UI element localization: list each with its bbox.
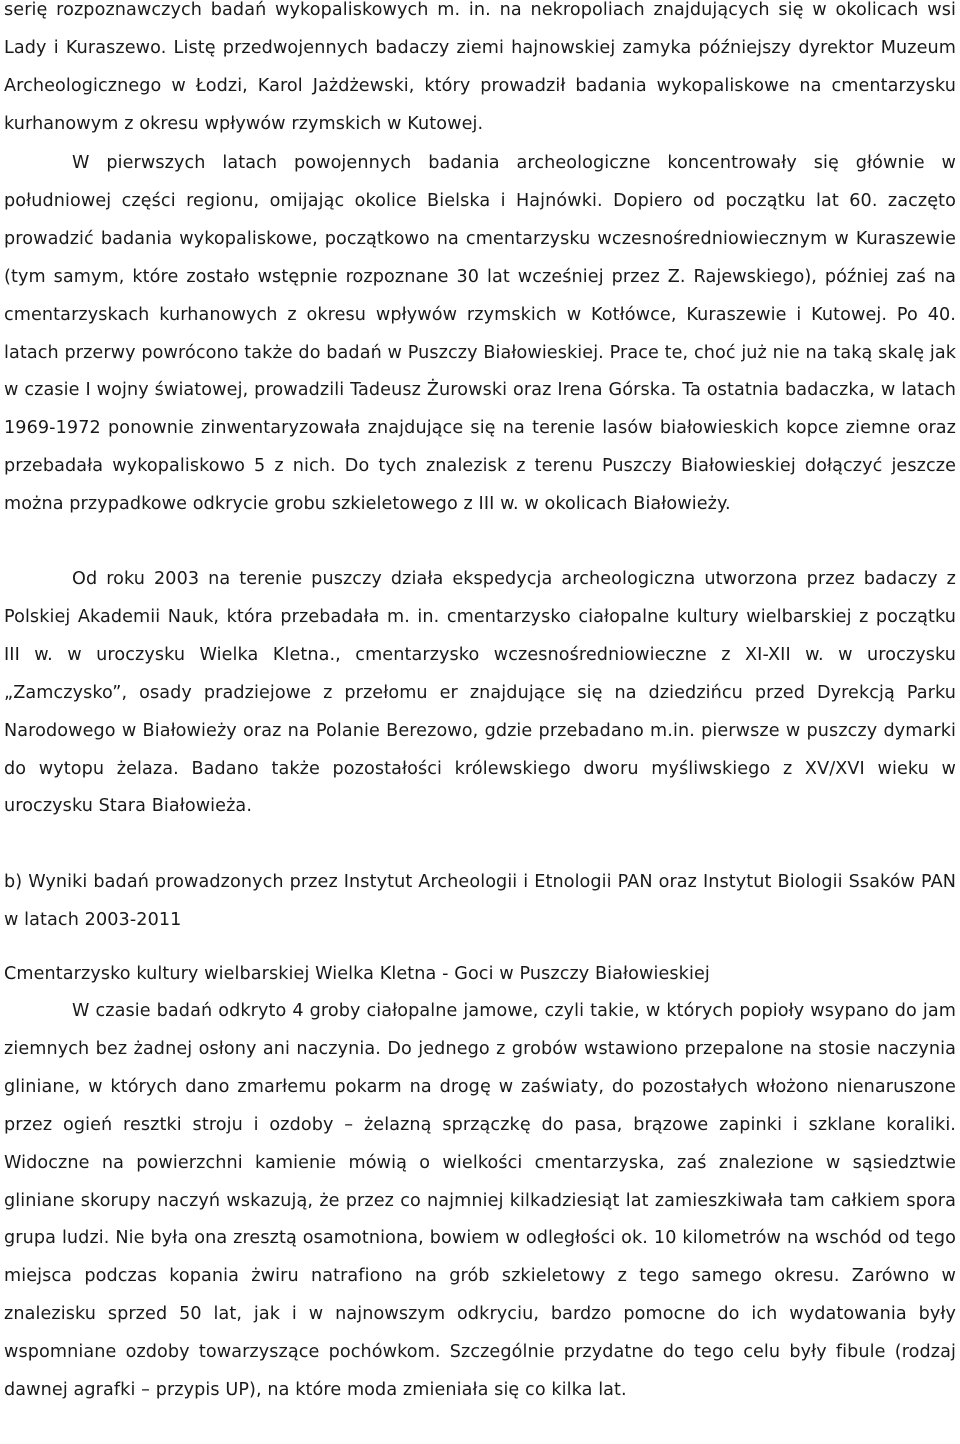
paragraph-intro: serię rozpoznawczych badań wykopaliskowych m. in. na nekropoliach znajdujących się w okolicach wsi Lady i Kuraszewo. Listę przedwojennych badaczy ziemi hajnowskiej zamyka późniejszy dyrektor Muzeum Archeologicznego w Łodzi, Karol Jażdżewski, który prowadził badania wykopaliskowe na cmentarzysku kurhanowym z okresu wpływów rzymskich w Kutowej. [4,0,956,134]
paragraph-kletna: W czasie badań odkryto 4 groby ciałopalne jamowe, czyli takie, w których popioły wsypano do jam ziemnych bez żadnej osłony ani naczynia. Do jednego z grobów wstawiono przepalone na stosie naczynia gliniane, w których dano zmarłemu pokarm na drogę w zaświaty, do pozostałych włożono nienaruszone przez ogień resztki stroju i ozdoby – żelazną sprzączkę do pasa, brązowe zapinki i szklane koraliki. Widoczne na powierzchni kamienie mówią o wielkości cmentarzyska, zaś znalezione w sąsiedztwie gliniane skorupy naczyń wskazują, że przez co najmniej kilkadziesiąt lat zamieszkiwała tam całkiem spora grupa ludzi. Nie była ona zresztą osamotniona, bowiem w odległości ok. 10 kilometrów na wschód od tego miejsca podczas kopania żwiru natrafiono na grób szkieletowy z tego samego okresu. Zarówno w znalezisku sprzed 50 lat, jak i w najnowszym odkryciu, bardzo pomocne do ich wydatowania były wspomniane ozdoby towarzyszące pochówkom. Szczególnie przydatne do tego celu były fibule (rodzaj dawnej agrafki – przypis UP), na które moda zmieniała się co kilka lat. [4,1001,956,1401]
paragraph-postwar: W pierwszych latach powojennych badania archeologiczne koncentrowały się głównie w południowej części regionu, omijając okolice Bielska i Hajnówki. Dopiero od początku lat 60. zaczęto prowadzić badania wykopaliskowe, początkowo na cmentarzysku wczesnośredniowiecznym w Kuraszewie (tym samym, które zostało wstępnie rozpoznane 30 lat wcześniej przez Z. Rajewskiego), później zaś na cmentarzyskach kurhanowych z okresu wpływów rzymskich w Kotłówce, Kuraszewie i Kutowej. Po 40. latach przerwy powrócono także do badań w Puszczy Białowieskiej. Prace te, choć już nie na taką skalę jak w czasie I wojny światowej, prowadzili Tadeusz Żurowski oraz Irena Górska. Ta ostatnia badaczka, w latach 1969-1972 ponownie zinwentaryzowała znajdujące się na terenie lasów białowieskich kopce ziemne oraz przebadała wykopaliskowo 5 z nich. Do tych znalezisk z terenu Puszczy Białowieskiej dołączyć jeszcze można przypadkowe odkrycie grobu szkieletowego z III w. w okolicach Białowieży. [4,153,956,515]
paragraph-2003: Od roku 2003 na terenie puszczy działa ekspedycja archeologiczna utworzona przez badaczy z Polskiej Akademii Nauk, która przebadała m. in. cmentarzysko ciałopalne kultury wielbarskiej z początku III w. w uroczysku Wielka Kletna., cmentarzysko wczesnośredniowieczne z XI-XII w. w uroczysku „Zamczysko”, osady pradziejowe z przełomu er znajdujące się na dziedzińcu przed Dyrekcją Parku Narodowego w Białowieży oraz na Polanie Berezowo, gdzie przebadano m.in. pierwsze w puszczy dymarki do wytopu żelaza. Badano także pozostałości królewskiego dworu myśliwskiego z XV/XVI wieku w uroczysku Stara Białowieża. [4,569,956,817]
subsection-heading: Cmentarzysko kultury wielbarskiej Wielka Kletna - Goci w Puszczy Białowieskiej [4,964,710,984]
section-heading: b) Wyniki badań prowadzonych przez Instytut Archeologii i Etnologii PAN oraz Instytut Biologii Ssaków PAN w latach 2003-2011 [4,872,956,930]
